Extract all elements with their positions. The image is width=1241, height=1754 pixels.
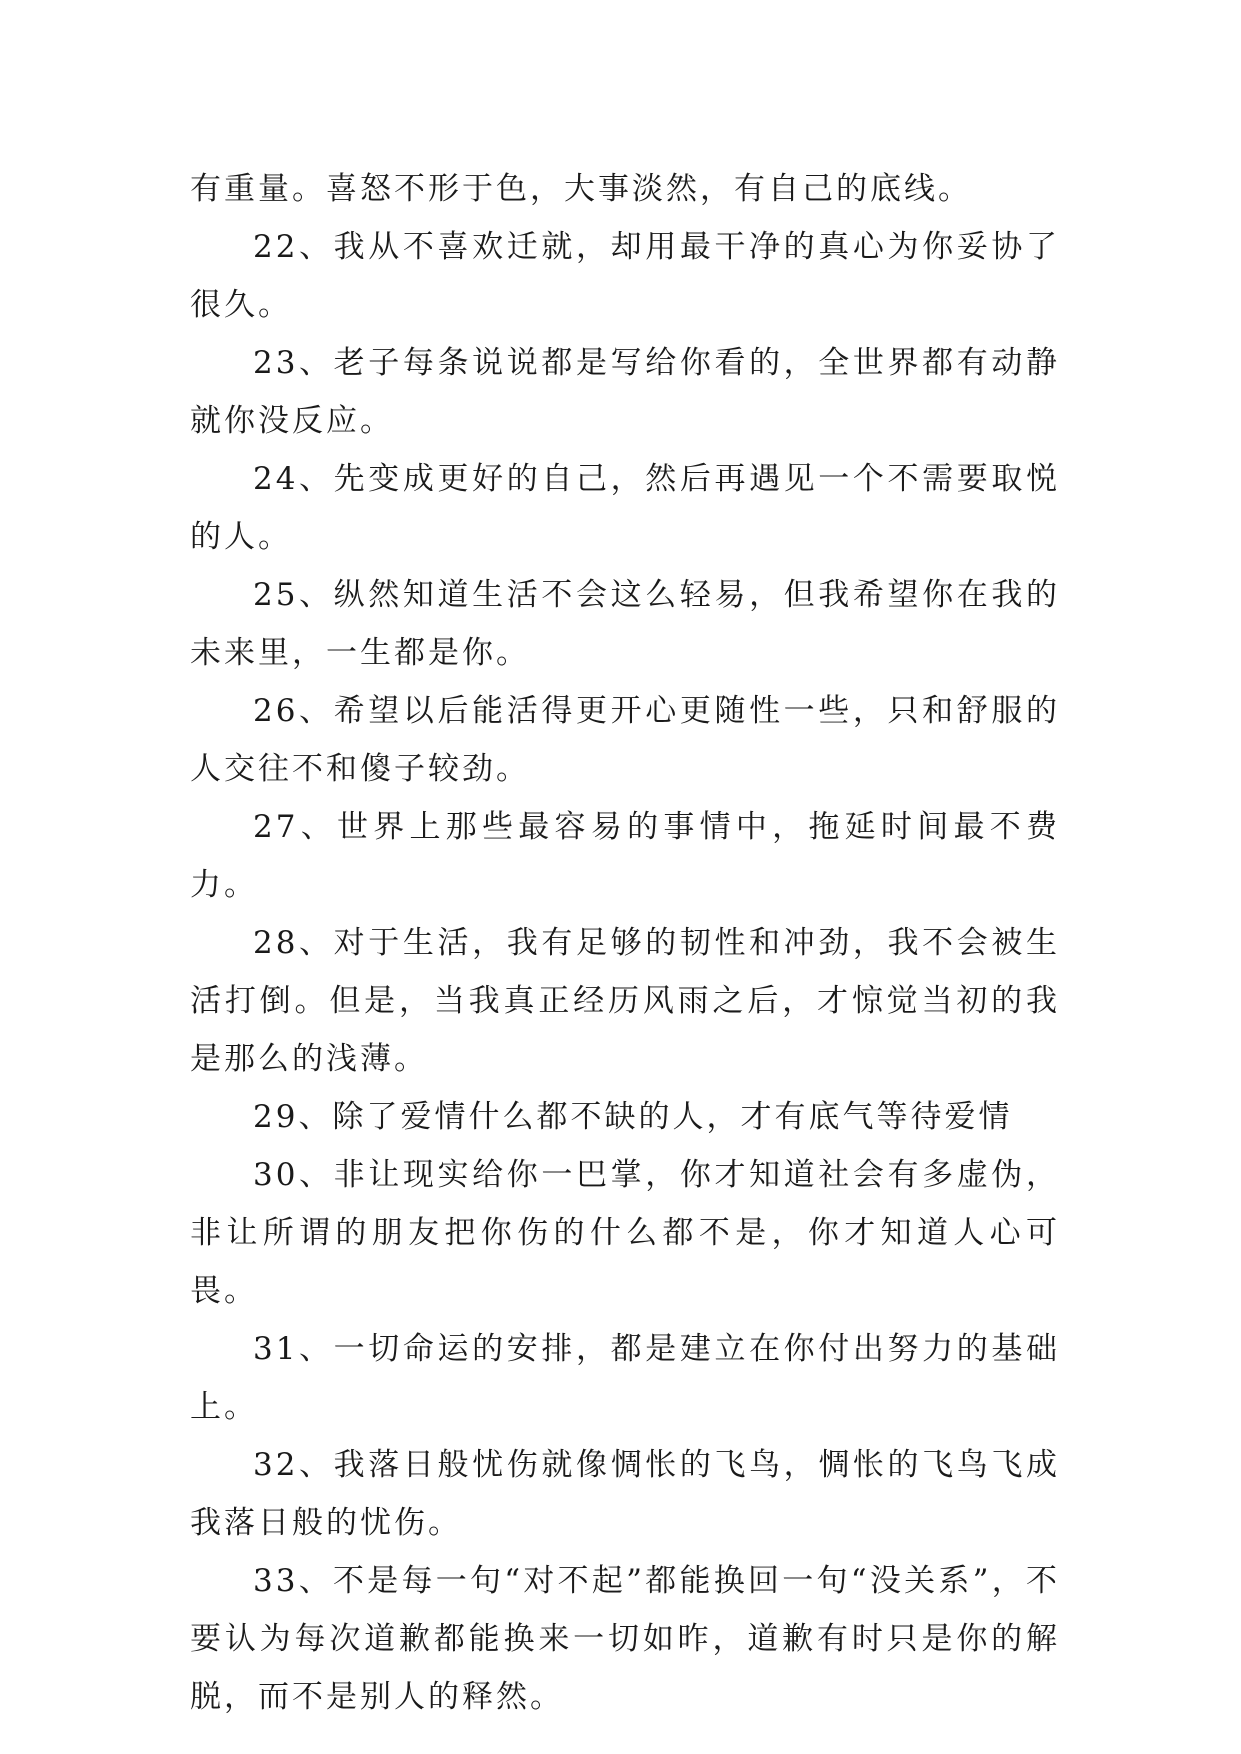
paragraph-32: 32、我落日般忧伤就像惆怅的飞鸟，惆怅的飞鸟飞成我落日般的忧伤。 — [190, 1447, 1060, 1541]
paragraph-27: 27、世界上那些最容易的事情中，拖延时间最不费力。 — [190, 809, 1060, 903]
paragraph-33: 33、不是每一句“对不起”都能换回一句“没关系”，不要认为每次道歉都能换来一切如昨，道歉有时只是你的解脱，而不是别人的释然。 — [190, 1563, 1060, 1715]
paragraph-29: 29、除了爱情什么都不缺的人，才有底气等待爱情 — [253, 1099, 1013, 1135]
paragraph-26: 26、希望以后能活得更开心更随性一些，只和舒服的人交往不和傻子较劲。 — [190, 693, 1060, 787]
paragraph-22: 22、我从不喜欢迁就，却用最干净的真心为你妥协了很久。 — [190, 229, 1060, 323]
paragraph-25: 25、纵然知道生活不会这么轻易，但我希望你在我的未来里，一生都是你。 — [190, 577, 1060, 671]
paragraph-23: 23、老子每条说说都是写给你看的，全世界都有动静就你没反应。 — [190, 345, 1060, 439]
paragraph-30: 30、非让现实给你一巴掌，你才知道社会有多虚伪，非让所谓的朋友把你伤的什么都不是，你才知道人心可畏。 — [190, 1157, 1060, 1309]
document-body — [190, 160, 1060, 1726]
paragraph-28: 28、对于生活，我有足够的韧性和冲劲，我不会被生活打倒。但是，当我真正经历风雨之后，才惊觉当初的我是那么的浅薄。 — [190, 925, 1060, 1077]
paragraph-24: 24、先变成更好的自己，然后再遇见一个不需要取悦的人。 — [190, 461, 1060, 555]
paragraph-31: 31、一切命运的安排，都是建立在你付出努力的基础上。 — [190, 1331, 1060, 1425]
paragraph-continuation: 有重量。喜怒不形于色，大事淡然，有自己的底线。 — [190, 171, 972, 207]
